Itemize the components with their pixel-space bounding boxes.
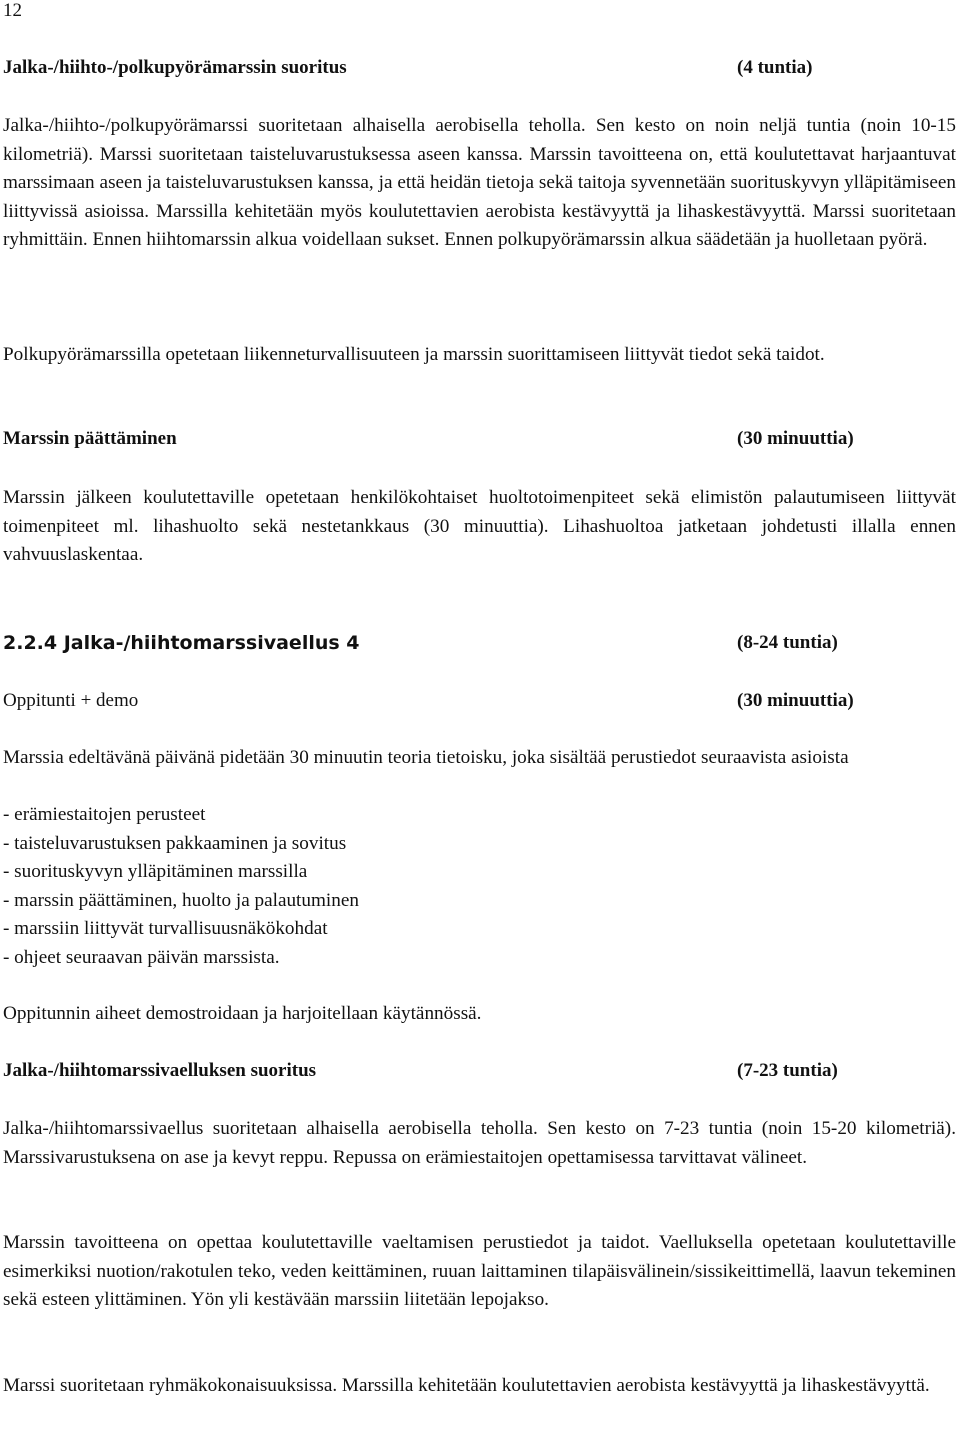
heading-duration: (30 minuuttia) (737, 428, 854, 449)
list-item: - ohjeet seuraavan päivän marssista. (3, 946, 280, 968)
topic-list (3, 801, 956, 973)
paragraph-vaellus-kuvaus: Jalka-/hiihtomarssivaellus suoritetaan alhaisella aerobisella teholla. Sen kesto on 7-23 tuntia (noin 15-20 kilometriä). Marssivarustuksena on ase ja kevyt reppu. Repussa on erämiestaitojen opettamisessa tarvittavat välineet. (3, 1118, 956, 1168)
section-heading-marssin-paattaminen (3, 427, 955, 451)
heading-duration: (30 minuuttia) (737, 690, 854, 711)
list-item: - erämiestaitojen perusteet (3, 804, 206, 825)
list-item: - marssiin liittyvät turvallisuusnäkökohdat (3, 918, 328, 940)
list-item: - marssin päättäminen, huolto ja palautuminen (3, 889, 359, 911)
section-title-duration: (8-24 tuntia) (737, 632, 838, 653)
heading-duration: (7-23 tuntia) (737, 1060, 838, 1081)
heading-text: Marssin päättäminen (3, 428, 177, 449)
list-item: - taisteluvarustuksen pakkaaminen ja sovitus (3, 832, 347, 854)
section-title-jalka-hiihtomarssivaellus (3, 630, 955, 656)
paragraph-marssin-kuvaus: Jalka-/hiihto-/polkupyörämarssi suoritetaan alhaisella aerobisella teholla. Sen kesto on noin neljä tuntia (noin 10-15 kilometriä). Marssi suoritetaan taisteluvarustuksessa aseen kanssa. Marssin tavoitteena on, että koulutettavat harjaantuvat marssimaan aseen ja taisteluvarustuksen kanssa, ja että heidän tietoja sekä taitoja syvennetään suorituskyvyn ylläpitämiseen liittyvissä asioissa. Marssilla kehitetään myös koulutettavien aerobista kestävyyttä ja lihaskestävyyttä. Marssi suoritetaan ryhmittäin. Ennen hiihtomarssin alkua voidellaan sukset. Ennen polkupyörämarssin alkua säädetään ja huolletaan pyörä. (3, 115, 956, 251)
paragraph-vaellus-tavoite: Marssin tavoitteena on opettaa koulutettaville vaeltamisen perustiedot ja taidot. Vaelluksella opetetaan koulutettaville esimerkiksi nuotion/rakotulen teko, veden keittäminen, ruuan laittaminen tilapäisvälinein/sissikeittimellä, laavun tekeminen sekä esteen ylittäminen. Yön yli kestävään marssiin liitetään lepojakso. (3, 1232, 956, 1311)
heading-text: Oppitunti + demo (3, 690, 139, 711)
section-heading-oppitunti (3, 689, 955, 713)
list-item: - suorituskyvyn ylläpitäminen marssilla (3, 861, 308, 883)
heading-text: Jalka-/hiihtomarssivaelluksen suoritus (3, 1060, 317, 1081)
heading-text: Jalka-/hiihto-/polkupyörämarssin suoritus (3, 57, 347, 78)
section-heading-marssin-suoritus (3, 56, 955, 80)
paragraph-vaellus-ryhma: Marssi suoritetaan ryhmäkokonaisuuksissa. Marssilla kehitetään koulutettavien aerobista kestävyyttä ja lihaskestävyyttä. (3, 1375, 930, 1396)
paragraph-polkupyoramarssi: Polkupyörämarssilla opetetaan liikenneturvallisuuteen ja marssin suorittamiseen liittyvät tiedot sekä taidot. (3, 344, 825, 365)
page-number: 12 (3, 0, 22, 21)
section-heading-vaelluksen-suoritus (3, 1059, 955, 1083)
paragraph-oppitunti-intro: Marssia edeltävänä päivänä pidetään 30 minuutin teoria tietoisku, joka sisältää perustiedot seuraavista asioista (3, 747, 849, 768)
paragraph-oppitunti-closing: Oppitunnin aiheet demostroidaan ja harjoitellaan käytännössä. (3, 1003, 482, 1024)
paragraph-huoltotoimenpiteet: Marssin jälkeen koulutettaville opetetaan henkilökohtaiset huoltotoimenpiteet sekä elimistön palautumiseen liittyvät toimenpiteet ml. lihashuolto sekä nestetankkaus (30 minuuttia). Lihashuoltoa jatketaan johdetusti illalla ennen vahvuuslaskentaa. (3, 487, 956, 566)
section-title-text: 2.2.4 Jalka-/hiihtomarssivaellus 4 (3, 632, 360, 654)
heading-duration: (4 tuntia) (737, 57, 813, 78)
